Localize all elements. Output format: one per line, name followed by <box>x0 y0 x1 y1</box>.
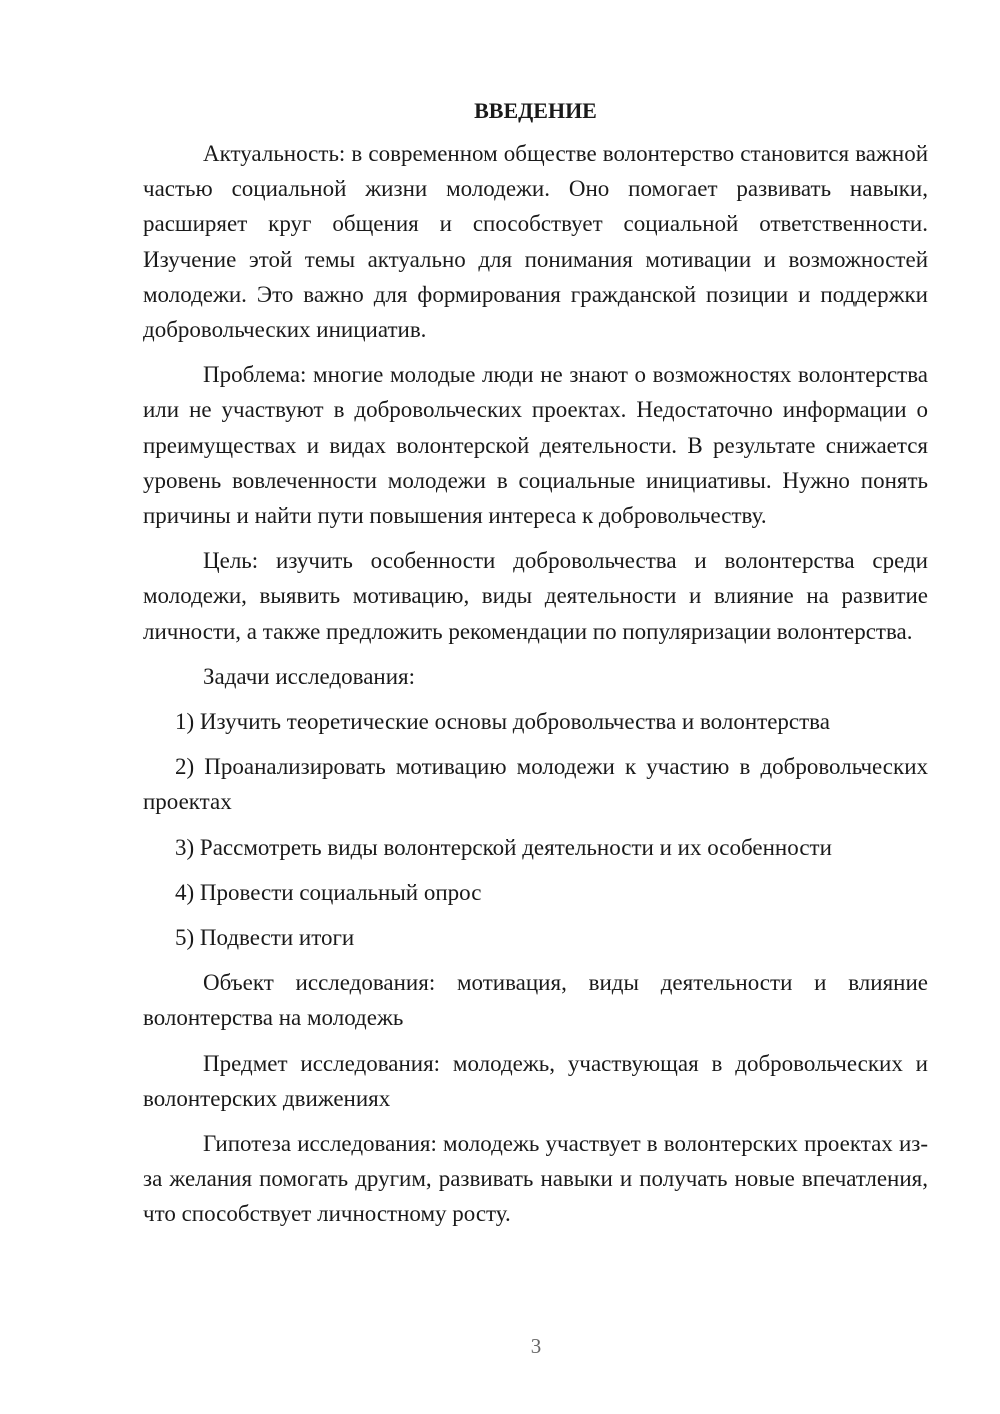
page-number: 3 <box>530 1334 542 1358</box>
subject-paragraph: Предмет исследования: молодежь, участвующая в добровольческих и волонтерских движениях <box>143 1050 928 1111</box>
object-paragraph: Объект исследования: мотивация, виды деятельности и влияние волонтерства на молодежь <box>143 970 928 1031</box>
task-item-4: 4) Провести социальный опрос <box>175 879 482 905</box>
task-item-1: 1) Изучить теоретические основы добровольчества и волонтерства <box>175 709 830 735</box>
task-item-3: 3) Рассмотреть виды волонтерской деятельности и их особенности <box>175 834 832 860</box>
goal-paragraph: Цель: изучить особенности добровольчества и волонтерства среди молодежи, выявить мотивацию, виды деятельности и влияние на развитие личности, а также предложить рекомендации по популяризации волонтерства. <box>143 548 928 644</box>
task-item-2: 2) Проанализировать мотивацию молодежи к участию в добровольческих проектах <box>143 754 928 815</box>
page-content <box>143 94 928 1242</box>
hypothesis-paragraph: Гипотеза исследования: молодежь участвует в волонтерских проектах из-за желания помогать другим, развивать навыки и получать новые впечатления, что способствует личностному росту. <box>143 1131 928 1227</box>
problem-paragraph: Проблема: многие молодые люди не знают о возможностях волонтерства или не участвуют в добровольческих проектах. Недостаточно информации о преимуществах и видах волонтерской деятельности. В результате снижается уровень вовлеченности молодежи в социальные инициативы. Нужно понять причины и найти пути повышения интереса к добровольчеству. <box>143 362 928 529</box>
relevance-paragraph: Актуальность: в современном обществе волонтерство становится важной частью социальной жизни молодежи. Оно помогает развивать навыки, расширяет круг общения и способствует социальной ответственности. Изучение этой темы актуально для понимания мотивации и возможностей молодежи. Это важно для формирования гражданской позиции и поддержки добровольческих инициатив. <box>143 141 928 343</box>
section-heading: ВВЕДЕНИЕ <box>474 98 597 123</box>
tasks-title: Задачи исследования: <box>203 663 416 689</box>
task-item-5: 5) Подвести итоги <box>175 925 355 951</box>
